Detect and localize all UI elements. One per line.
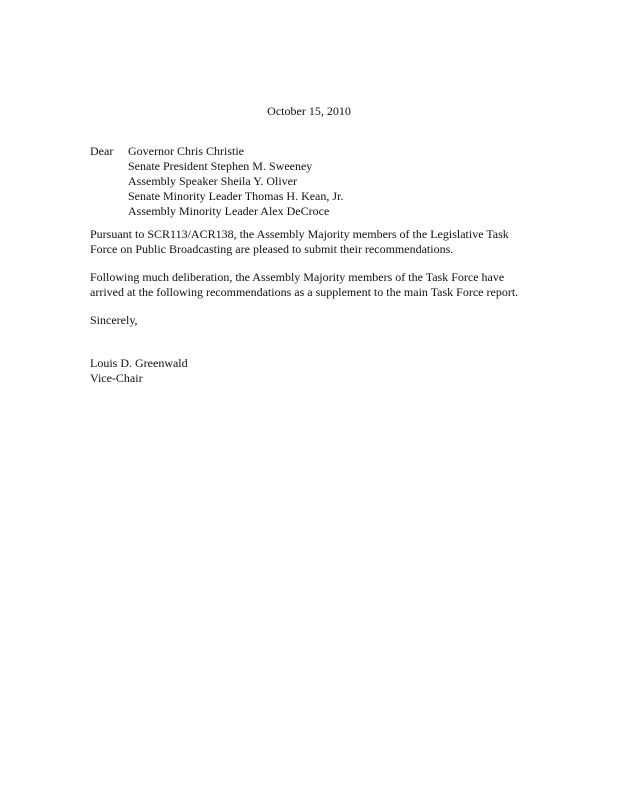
salutation-word: Dear bbox=[90, 144, 114, 158]
recipient-senate-minority-leader: Senate Minority Leader Thomas H. Kean, Jr. bbox=[128, 189, 344, 203]
paragraph-line: arrived at the following recommendations as a supplement to the main Task Force report. bbox=[90, 285, 519, 299]
recipient-assembly-speaker: Assembly Speaker Sheila Y. Oliver bbox=[128, 174, 297, 188]
paragraph-deliberation bbox=[90, 270, 538, 300]
signer-name: Louis D. Greenwald bbox=[90, 356, 188, 370]
salutation-block bbox=[90, 144, 540, 219]
paragraph-line: Pursuant to SCR113/ACR138, the Assembly Majority members of the Legislative Task bbox=[90, 227, 509, 241]
recipient-governor: Governor Chris Christie bbox=[128, 144, 244, 158]
paragraph-line: Following much deliberation, the Assembly Majority members of the Task Force have bbox=[90, 270, 505, 284]
salutation-row bbox=[90, 144, 540, 219]
signer-title: Vice-Chair bbox=[90, 371, 143, 385]
recipient-list bbox=[128, 144, 540, 219]
recipient-senate-president: Senate President Stephen M. Sweeney bbox=[128, 159, 313, 173]
letter-date: October 15, 2010 bbox=[267, 104, 351, 118]
letter-closing: Sincerely, bbox=[90, 313, 138, 327]
paragraph-submission bbox=[90, 227, 538, 257]
paragraph-line: Force on Public Broadcasting are pleased to submit their recommendations. bbox=[90, 242, 454, 256]
signature-block bbox=[90, 356, 188, 386]
recipient-assembly-minority-leader: Assembly Minority Leader Alex DeCroce bbox=[128, 204, 330, 218]
